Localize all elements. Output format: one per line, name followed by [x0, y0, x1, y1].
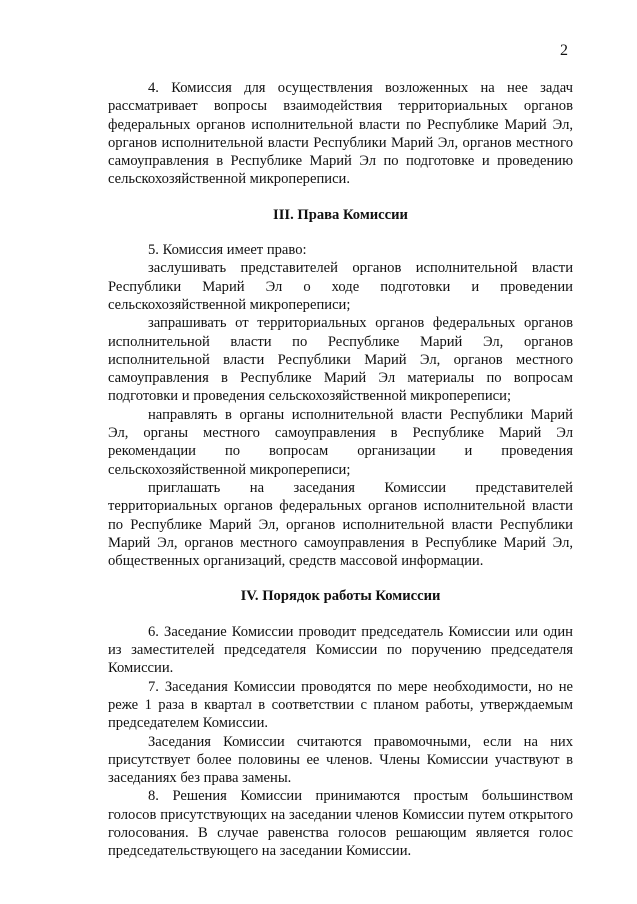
paragraph-7-continued: Заседания Комиссии считаются правомочными, если на них присутствует более половины ее членов. Члены Комиссии участвуют в заседаниях без права замены. — [108, 733, 573, 787]
paragraph-7: 7. Заседания Комиссии проводятся по мере необходимости, но не реже 1 раза в квартал в соответствии с планом работы, утверждаемым председателем Комиссии. — [108, 678, 573, 732]
page-number: 2 — [560, 42, 568, 59]
section-heading-3: III. Права Комиссии — [273, 206, 408, 223]
document-body — [108, 79, 573, 861]
paragraph-5-item-1: заслушивать представителей органов исполнительной власти Республики Марий Эл о ходе подготовки и проведении сельскохозяйственной микропереписи; — [108, 260, 573, 313]
paragraph-4: 4. Комиссия для осуществления возложенных на нее задач рассматривает вопросы взаимодействия территориальных органов федеральных органов исполнительной власти по Республике Марий Эл, органов исполнительной власти Республики Марий Эл, органов местного самоуправления в Республике Марий Эл по подготовке и проведению сельскохозяйственной микропереписи. — [108, 80, 573, 188]
paragraph-5: 5. Комиссия имеет право: — [148, 242, 307, 259]
paragraph-5-item-3: направлять в органы исполнительной власти Республики Марий Эл, органы местного самоуправления в Республике Марий Эл рекомендации по вопросам организации и проведения сельскохозяйственной микропереписи; — [108, 406, 573, 478]
paragraph-8: 8. Решения Комиссии принимаются простым большинством голосов присутствующих на заседании членов Комиссии путем открытого голосования. В случае равенства голосов решающим является голос председательствующего на заседании Комиссии. — [108, 788, 573, 860]
section-heading-4: IV. Порядок работы Комиссии — [240, 588, 441, 605]
paragraph-6: 6. Заседание Комиссии проводит председатель Комиссии или один из заместителей председателя Комиссии по поручению председателя Комиссии. — [108, 623, 573, 677]
paragraph-5-item-4: приглашать на заседания Комиссии представителей территориальных органов федеральных органов исполнительной власти по Республике Марий Эл, органов исполнительной власти Республики Марий Эл, органов местного самоуправления в Республике Марий Эл, общественных организаций, средств массовой информации. — [108, 479, 573, 570]
paragraph-5-item-2: запрашивать от территориальных органов федеральных органов исполнительной власти по Республике Марий Эл, органов исполнительной власти Республики Марий Эл, органов местного самоуправления в Республике Марий Эл материалы по вопросам подготовки и проведения сельскохозяйственной микропереписи; — [108, 315, 573, 405]
